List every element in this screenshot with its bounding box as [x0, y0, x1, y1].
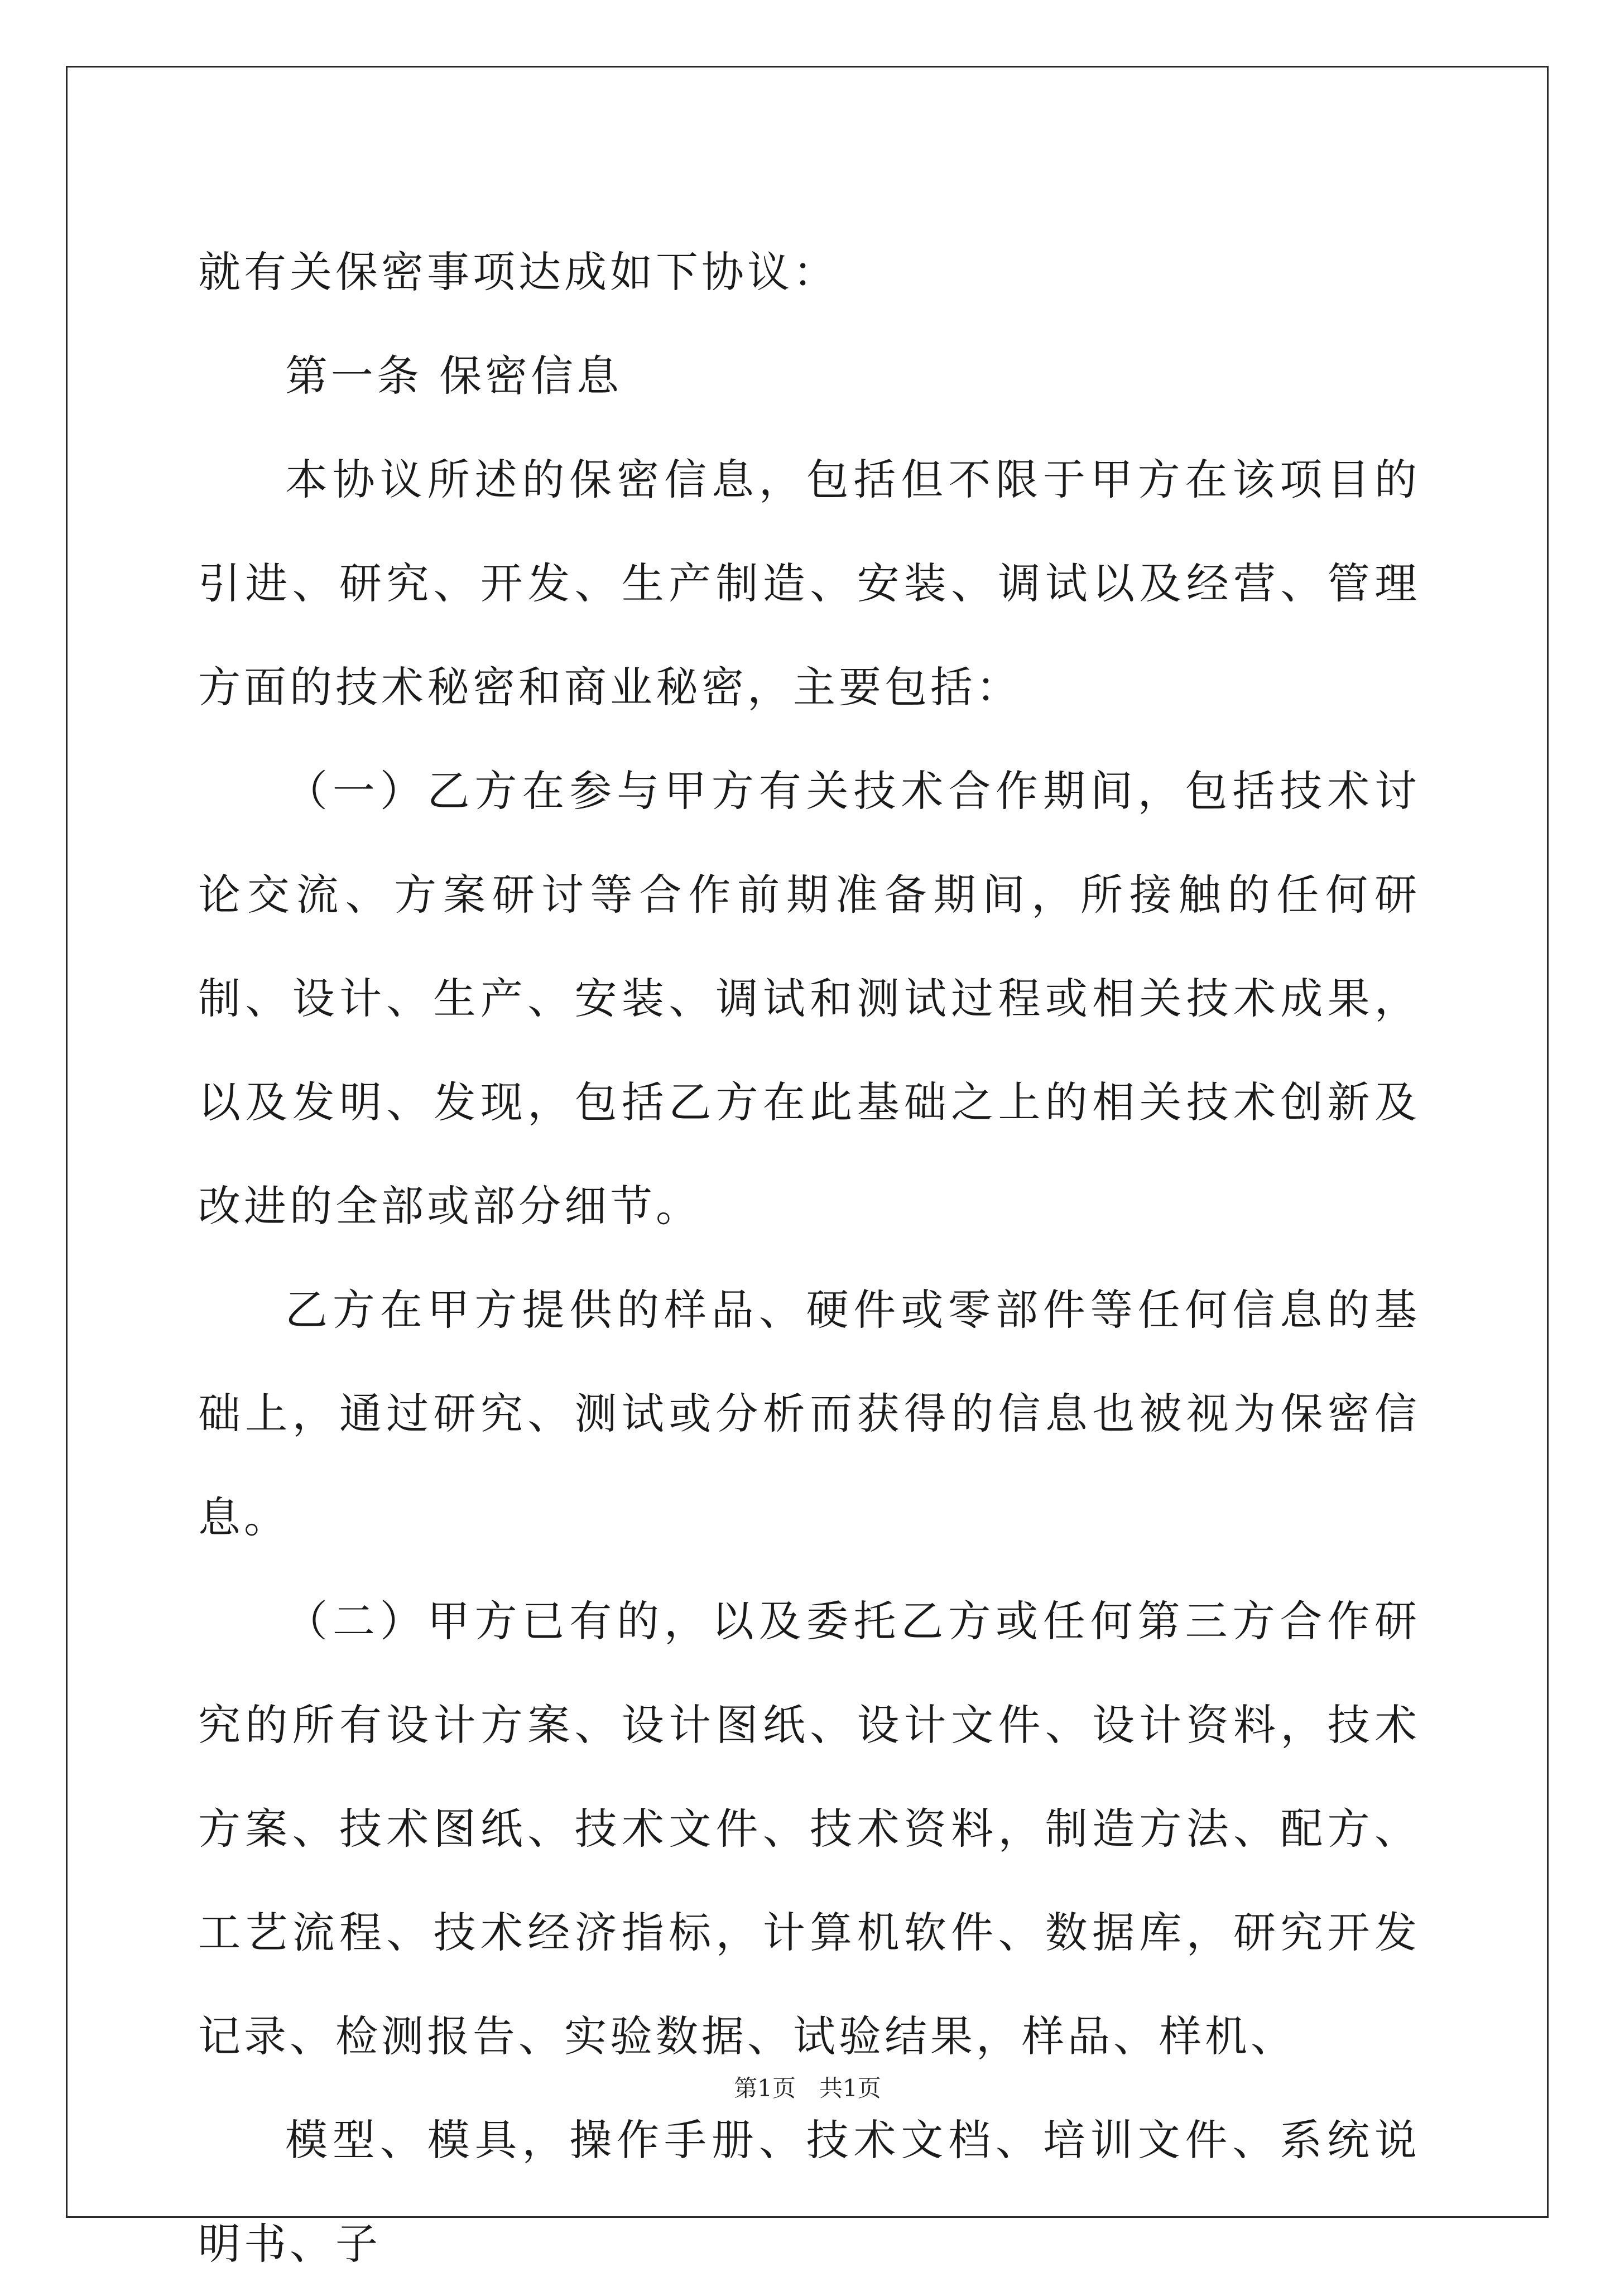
paragraph-intro: 就有关保密事项达成如下协议： [198, 247, 839, 297]
paragraph-definition: 本协议所述的保密信息，包括但不限于甲方在该项目的引进、研究、开发、生产制造、安装、调试以及经营、管理方面的技术秘密和商业秘密，主要包括： [198, 455, 1420, 712]
page-footer: 第1页 共1页 [734, 2074, 881, 2102]
document-body [198, 220, 1420, 2296]
article-heading: 第一条 保密信息 [285, 351, 623, 401]
paragraph-continued: 模型、模具，操作手册、技术文档、培训文件、系统说明书、子 [198, 2115, 1420, 2269]
paragraph-item-one: （一）乙方在参与甲方有关技术合作期间，包括技术讨论交流、方案研讨等合作前期准备期间，所接触的任何研制、设计、生产、安装、调试和测试过程或相关技术成果，以及发明、发现，包括乙方在此基础之上的相关技术创新及改进的全部或部分细节。 [198, 766, 1420, 1231]
paragraph-derived-info: 乙方在甲方提供的样品、硬件或零部件等任何信息的基础上，通过研究、测试或分析而获得的信息也被视为保密信息。 [198, 1285, 1420, 1542]
paragraph-item-two: （二）甲方已有的，以及委托乙方或任何第三方合作研究的所有设计方案、设计图纸、设计文件、设计资料，技术方案、技术图纸、技术文件、技术资料，制造方法、配方、工艺流程、技术经济指标，计算机软件、数据库，研究开发记录、检测报告、实验数据、试验结果，样品、样机、 [198, 1596, 1420, 2061]
